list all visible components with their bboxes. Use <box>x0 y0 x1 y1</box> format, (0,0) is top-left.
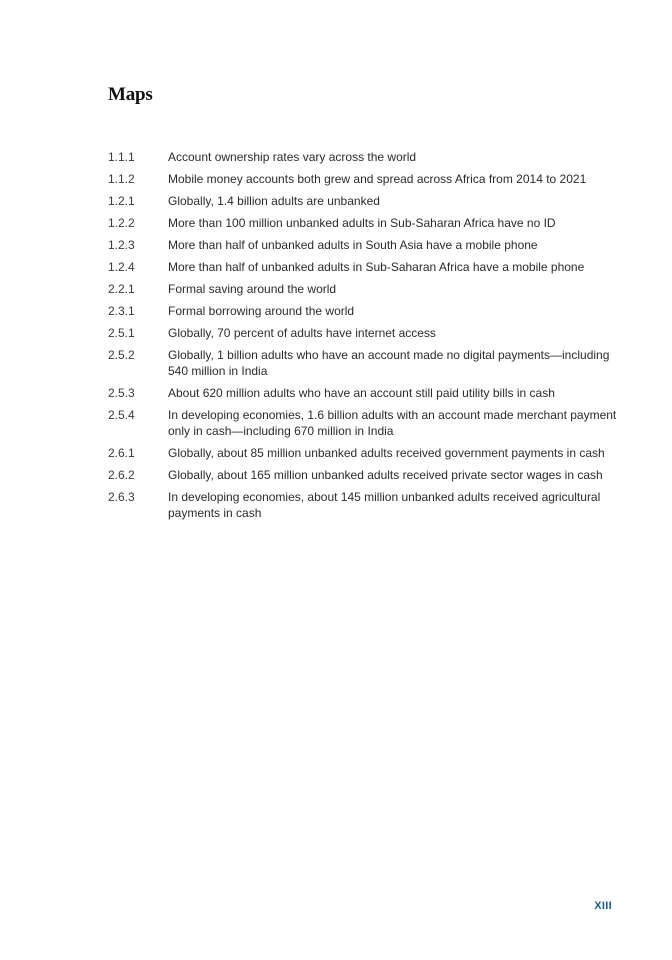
map-number: 1.2.2 <box>108 216 135 230</box>
list-item <box>108 259 618 275</box>
map-caption: Formal borrowing around the world <box>168 304 355 318</box>
map-caption: Globally, about 165 million unbanked adults received private sector wages in cash <box>168 468 603 482</box>
map-caption: Globally, 1 billion adults who have an account made no digital payments—including 540 million in India <box>168 348 610 378</box>
list-item <box>108 149 618 165</box>
page-number: XIII <box>594 900 612 912</box>
list-item <box>108 467 618 483</box>
maps-list <box>108 149 618 527</box>
map-number: 1.1.2 <box>108 172 135 186</box>
map-caption: In developing economies, 1.6 billion adults with an account made merchant payment only in cash—including 670 million in India <box>168 408 617 438</box>
list-item <box>108 171 618 187</box>
map-caption: Globally, 70 percent of adults have internet access <box>168 326 436 340</box>
map-caption: More than 100 million unbanked adults in Sub-Saharan Africa have no ID <box>168 216 556 230</box>
map-number: 2.6.3 <box>108 490 135 504</box>
list-item <box>108 325 618 341</box>
list-item <box>108 193 618 209</box>
map-number: 1.2.4 <box>108 260 135 274</box>
map-number: 2.6.1 <box>108 446 135 460</box>
map-number: 1.2.1 <box>108 194 135 208</box>
list-item <box>108 281 618 297</box>
map-caption: More than half of unbanked adults in Sub-Saharan Africa have a mobile phone <box>168 260 585 274</box>
map-number: 2.5.2 <box>108 348 135 362</box>
list-item <box>108 489 618 521</box>
map-caption: More than half of unbanked adults in South Asia have a mobile phone <box>168 238 538 252</box>
map-number: 1.2.3 <box>108 238 135 252</box>
map-number: 1.1.1 <box>108 150 135 164</box>
list-item <box>108 347 618 379</box>
list-item <box>108 237 618 253</box>
list-item <box>108 385 618 401</box>
map-caption: Globally, about 85 million unbanked adults received government payments in cash <box>168 446 605 460</box>
map-caption: About 620 million adults who have an account still paid utility bills in cash <box>168 386 555 400</box>
list-item <box>108 303 618 319</box>
map-number: 2.5.3 <box>108 386 135 400</box>
map-caption: Formal saving around the world <box>168 282 337 296</box>
map-number: 2.5.4 <box>108 408 135 422</box>
map-caption: Globally, 1.4 billion adults are unbanked <box>168 194 380 208</box>
map-caption: Mobile money accounts both grew and spread across Africa from 2014 to 2021 <box>168 172 587 186</box>
map-number: 2.3.1 <box>108 304 135 318</box>
page-title: Maps <box>108 84 153 105</box>
list-item <box>108 407 618 439</box>
map-number: 2.2.1 <box>108 282 135 296</box>
map-number: 2.5.1 <box>108 326 135 340</box>
list-item <box>108 215 618 231</box>
map-caption: In developing economies, about 145 million unbanked adults received agricultural payments in cash <box>168 490 601 520</box>
map-caption: Account ownership rates vary across the world <box>168 150 417 164</box>
map-number: 2.6.2 <box>108 468 135 482</box>
list-item <box>108 445 618 461</box>
